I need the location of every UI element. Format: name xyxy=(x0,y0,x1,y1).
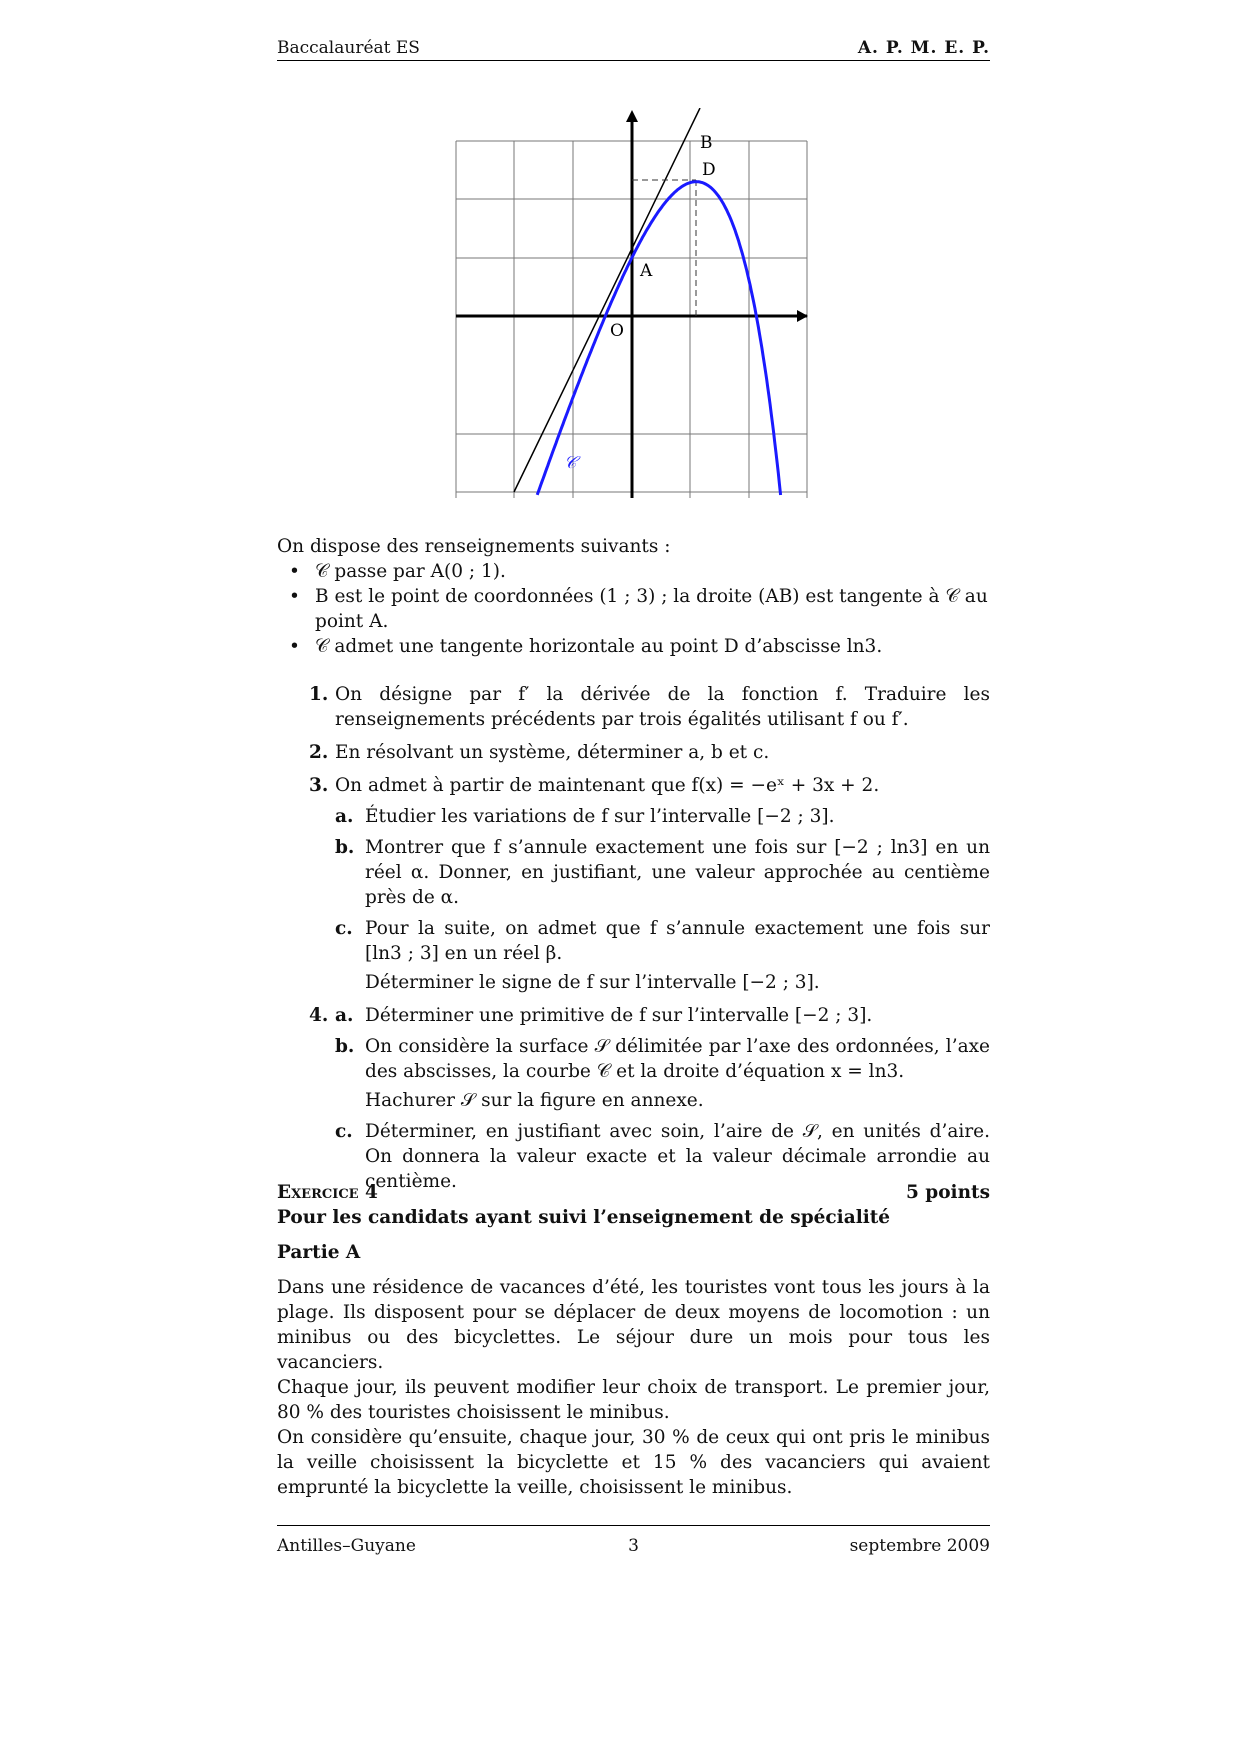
part-title: Partie A xyxy=(277,1242,361,1263)
question-3c: c. Pour la suite, on admet que f s’annule exactement une fois sur [ln3 ; 3] en un réel β. Déterminer le signe de f sur l’intervalle [−2 ; 3]. xyxy=(335,918,990,993)
page-footer xyxy=(277,1525,990,1556)
bullet-3: • 𝒞 admet une tangente horizontale au point D d’abscisse ln3. xyxy=(277,634,990,659)
y-axis-arrow xyxy=(626,110,638,122)
exercise-para-2: Chaque jour, ils peuvent modifier leur choix de transport. Le premier jour, 80 % des touristes choisissent le minibus. xyxy=(277,1377,990,1423)
curve-C xyxy=(537,182,780,495)
question-4: 4. a. Déterminer une primitive de f sur l’intervalle [−2 ; 3]. b. On considère la surface 𝒮 délimitée par l’axe des ordonnées, l’axe des abscisses, la courbe 𝒞 et la droite d’équation x = ln3. Hachurer 𝒮 sur la figure en annexe. c. Déterminer, en justifiant avec soin, l’aire de 𝒮, en unités d’aire. On donnera la valeur exacte et la valeur décimale arrondie au centième. xyxy=(309,1005,990,1192)
question-3a: a. Étudier les variations de f sur l’intervalle [−2 ; 3]. xyxy=(335,806,835,827)
bullet-1: • 𝒞 passe par A(0 ; 1). xyxy=(277,559,990,584)
bullet-2: • B est le point de coordonnées (1 ; 3) ; la droite (AB) est tangente à 𝒞 au point A. xyxy=(277,584,990,634)
question-2-text: En résolvant un système, déterminer a, b et c. xyxy=(335,742,770,763)
exercise-subtitle: Pour les candidats ayant suivi l’enseignement de spécialité xyxy=(277,1207,891,1228)
exercise-points: 5 points xyxy=(905,1182,990,1203)
exercise-4 xyxy=(277,1180,990,1500)
intro-text: On dispose des renseignements suivants : xyxy=(277,536,671,557)
label-O: O xyxy=(610,321,624,341)
question-3-text: On admet à partir de maintenant que f(x) = −eˣ + 3x + 2. xyxy=(335,775,880,796)
question-4c: c. Déterminer, en justifiant avec soin, l’aire de 𝒮, en unités d’aire. On donnera la valeur exacte et la valeur décimale arrondie au centième. xyxy=(335,1121,990,1192)
question-3b: b. Montrer que f s’annule exactement une fois sur [−2 ; ln3] en un réel α. Donner, en justifiant, une valeur approchée au centième près de α. xyxy=(335,837,990,908)
question-4a: a. Déterminer une primitive de f sur l’intervalle [−2 ; 3]. xyxy=(335,1005,873,1026)
label-B: B xyxy=(700,133,713,153)
questions xyxy=(277,682,990,1202)
question-1-text: On désigne par f′ la dérivée de la fonction f. Traduire les renseignements précédents par trois égalités utilisant f ou f′. xyxy=(335,684,990,730)
question-4b: b. On considère la surface 𝒮 délimitée par l’axe des ordonnées, l’axe des abscisses, la courbe 𝒞 et la droite d’équation x = ln3. Hachurer 𝒮 sur la figure en annexe. xyxy=(335,1036,990,1111)
footer-right: septembre 2009 xyxy=(849,1536,990,1556)
label-D: D xyxy=(702,160,716,180)
header-left: Baccalauréat ES xyxy=(277,38,420,58)
intro-block xyxy=(277,534,990,659)
question-3: 3. On admet à partir de maintenant que f(x) = −eˣ + 3x + 2. a. Étudier les variations de f sur l’intervalle [−2 ; 3]. b. Montrer que f s’annule exactement une fois sur [−2 ; ln3] en un réel α. Donner, en justifiant, une valeur approchée au centième près de α. c. Pour la suite, on admet que f s’annule exactement une fois sur [ln3 ; 3] en un réel β. Déterminer le signe de f sur l’intervalle [−2 ; 3]. xyxy=(309,775,990,993)
question-2: 2. En résolvant un système, déterminer a, b et c. xyxy=(309,742,770,763)
footer-left: Antilles–Guyane xyxy=(277,1536,416,1556)
page-number: 3 xyxy=(628,1536,639,1556)
page-header xyxy=(277,38,990,61)
x-axis-arrow xyxy=(797,310,808,322)
exercise-title: Exercice 4 xyxy=(277,1182,378,1203)
dashed-guides xyxy=(632,180,696,316)
exercise-para-1: Dans une résidence de vacances d’été, les touristes vont tous les jours à la plage. Ils disposent pour se déplacer de deux moyens de locomotion : un minibus ou des bicyclettes. Le séjour dure un mois pour tous les vacanciers. xyxy=(277,1277,990,1373)
label-C: 𝒞 xyxy=(564,453,577,473)
question-1: 1. On désigne par f′ la dérivée de la fonction f. Traduire les renseignements précédents par trois égalités utilisant f ou f′. xyxy=(309,684,990,730)
function-graph xyxy=(452,108,822,508)
header-right: A. P. M. E. P. xyxy=(857,38,990,58)
label-A: A xyxy=(640,261,653,281)
exercise-para-3: On considère qu’ensuite, chaque jour, 30 % de ceux qui ont pris le minibus la veille choisissent la bicyclette et 15 % des vacanciers qui avaient emprunté la bicyclette la veille, choisissent le minibus. xyxy=(277,1427,990,1498)
